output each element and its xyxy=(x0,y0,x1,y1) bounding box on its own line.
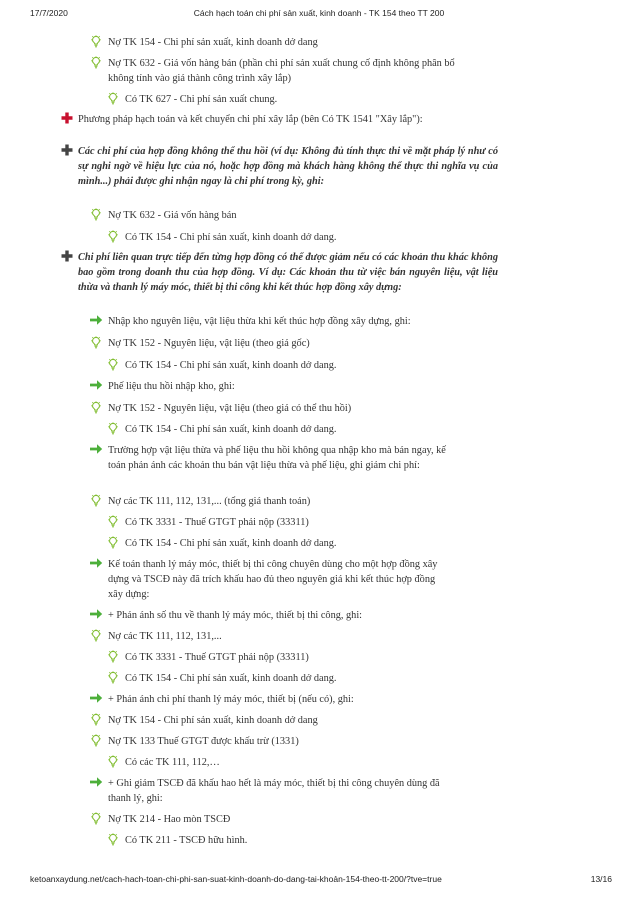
list-item xyxy=(125,92,485,107)
list-item-text: Nợ các TK 111, 112, 131,... xyxy=(108,631,222,642)
lightbulb-icon xyxy=(107,422,119,440)
list-item xyxy=(108,734,478,749)
arrow-right-icon xyxy=(89,379,103,396)
list-item-text: Có TK 154 - Chi phí sản xuất, kinh doanh dở dang. xyxy=(125,424,337,435)
arrow-right-icon xyxy=(89,557,103,574)
list-item xyxy=(125,536,485,551)
list-item xyxy=(108,776,448,806)
list-item xyxy=(108,557,448,602)
list-item-text: Nợ TK 152 - Nguyên liệu, vật liệu (theo giá có thể thu hồi) xyxy=(108,403,352,414)
list-item xyxy=(125,650,485,665)
page-url[interactable]: ketoanxaydung.net/cach-hach-toan-chi-phi-san-suat-kinh-doanh-do-dang-tai-khoản-154-theo-tt-200/?tve=true xyxy=(30,874,442,884)
list-item-text: Có TK 627 - Chi phí sản xuất chung. xyxy=(125,94,278,105)
lightbulb-icon xyxy=(90,35,102,53)
arrow-right-icon xyxy=(89,776,103,793)
list-item-text: Chi phí liên quan trực tiếp đến từng hợp đồng có thể được giảm nếu có các khoản thu khác không bao gồm trong doanh thu của hợp đồng. Ví dụ: Các khoản thu từ việc bán nguyên liệu, vật liệu thừa và thanh lý máy móc, thiết bị thi công khi kết thúc hợp đồng xây dựng: xyxy=(78,252,498,293)
list-item xyxy=(108,713,478,728)
lightbulb-icon xyxy=(90,812,102,830)
list-item-text: Có TK 154 - Chi phí sản xuất, kinh doanh dở dang. xyxy=(125,360,337,371)
list-item xyxy=(108,56,478,86)
list-item xyxy=(108,494,478,509)
list-item-text: Có TK 211 - TSCĐ hữu hình. xyxy=(125,835,248,846)
list-item xyxy=(78,250,498,295)
list-item xyxy=(108,208,478,223)
list-item-text: + Ghi giảm TSCĐ đã khấu hao hết là máy móc, thiết bị thi công chuyên dùng đã thanh lý, ghi: xyxy=(108,778,440,804)
lightbulb-icon xyxy=(107,92,119,110)
list-item xyxy=(125,515,485,530)
list-item-text: Nợ TK 152 - Nguyên liệu, vật liệu (theo giá gốc) xyxy=(108,338,310,349)
list-item xyxy=(108,35,478,50)
list-item xyxy=(78,144,498,189)
list-item-text: + Phản ánh số thu về thanh lý máy móc, thiết bị thi công, ghi: xyxy=(108,610,363,621)
lightbulb-icon xyxy=(107,671,119,689)
list-item-text: Phương pháp hạch toán và kết chuyển chi phí xây lắp (bên Có TK 1541 "Xây lắp"): xyxy=(78,114,423,125)
lightbulb-icon xyxy=(90,336,102,354)
lightbulb-icon xyxy=(107,536,119,554)
list-item-text: + Phản ánh chi phí thanh lý máy móc, thiết bị (nếu có), ghi: xyxy=(108,694,354,705)
list-item-text: Có TK 3331 - Thuế GTGT phải nộp (33311) xyxy=(125,517,309,528)
list-item-text: Có TK 154 - Chi phí sản xuất, kinh doanh dở dang. xyxy=(125,673,337,684)
list-item xyxy=(108,812,478,827)
plus-icon xyxy=(61,112,73,129)
lightbulb-icon xyxy=(90,629,102,647)
list-item xyxy=(108,379,478,394)
lightbulb-icon xyxy=(90,494,102,512)
lightbulb-icon xyxy=(107,650,119,668)
lightbulb-icon xyxy=(107,515,119,533)
list-item-text: Có TK 154 - Chi phí sản xuất, kinh doanh dở dang. xyxy=(125,538,337,549)
page-title: Cách hạch toán chi phí sản xuất, kinh doanh - TK 154 theo TT 200 xyxy=(193,8,445,18)
lightbulb-icon xyxy=(90,713,102,731)
list-item xyxy=(125,230,485,245)
list-item-text: Kế toán thanh lý máy móc, thiết bị thi công chuyên dùng cho một hợp đồng xây dựng và TSCĐ này đã trích khấu hao đủ theo nguyên giá khi kết thúc hợp đồng xây dựng: xyxy=(108,559,438,600)
list-item-text: Phế liệu thu hồi nhập kho, ghi: xyxy=(108,381,235,392)
list-item xyxy=(125,422,485,437)
list-item xyxy=(108,629,478,644)
list-item-text: Nợ TK 632 - Giá vốn hàng bán (phần chi phí sản xuất chung cố định không phân bổ không tính vào giá thành công trình xây lắp) xyxy=(108,58,455,84)
list-item-text: Nhập kho nguyên liệu, vật liệu thừa khi kết thúc hợp đồng xây dựng, ghi: xyxy=(108,316,411,327)
arrow-right-icon xyxy=(89,692,103,709)
list-item-text: Các chi phí của hợp đồng không thể thu hồi (ví dụ: Không đủ tính thực thi về mặt pháp lý như có sự nghi ngờ về hiệu lực của nó, hoặc hợp đồng mà khách hàng không thể thực thi nghĩa vụ của mình...) phải được ghi nhận ngay là chi phí trong kỳ, ghi: xyxy=(78,146,498,187)
lightbulb-icon xyxy=(107,833,119,851)
list-item-text: Có các TK 111, 112,… xyxy=(125,757,220,768)
print-date: 17/7/2020 xyxy=(30,8,68,18)
list-item xyxy=(108,401,478,416)
list-item-text: Nợ TK 133 Thuế GTGT được khấu trừ (1331) xyxy=(108,736,299,747)
lightbulb-icon xyxy=(90,208,102,226)
lightbulb-icon xyxy=(107,755,119,773)
list-item-text: Nợ TK 154 - Chi phí sản xuất, kinh doanh dở dang xyxy=(108,715,318,726)
lightbulb-icon xyxy=(90,56,102,74)
lightbulb-icon xyxy=(90,401,102,419)
list-item-text: Nợ TK 632 - Giá vốn hàng bán xyxy=(108,210,237,221)
list-item-text: Nợ TK 154 - Chi phí sản xuất, kinh doanh dở dang xyxy=(108,37,318,48)
list-item-text: Nợ các TK 111, 112, 131,... (tổng giá thanh toán) xyxy=(108,496,311,507)
plus-icon xyxy=(61,144,73,161)
list-item xyxy=(125,755,485,770)
list-item xyxy=(125,833,485,848)
list-item xyxy=(108,314,488,329)
list-item xyxy=(125,358,485,373)
list-item xyxy=(125,671,485,686)
list-item-text: Có TK 154 - Chi phí sản xuất, kinh doanh dở dang. xyxy=(125,232,337,243)
list-item xyxy=(78,112,498,127)
arrow-right-icon xyxy=(89,608,103,625)
list-item xyxy=(108,443,448,473)
list-item-text: Trường hợp vật liệu thừa và phế liệu thu hồi không qua nhập kho mà bán ngay, kế toán phản ánh các khoản thu bán vật liệu thừa và phế liệu, ghi giảm chi phí: xyxy=(108,445,446,471)
lightbulb-icon xyxy=(107,358,119,376)
arrow-right-icon xyxy=(89,314,103,331)
list-item-text: Có TK 3331 - Thuế GTGT phải nộp (33311) xyxy=(125,652,309,663)
lightbulb-icon xyxy=(90,734,102,752)
page-number: 13/16 xyxy=(590,874,612,884)
plus-icon xyxy=(61,250,73,267)
list-item-text: Nợ TK 214 - Hao mòn TSCĐ xyxy=(108,814,231,825)
list-item xyxy=(108,336,478,351)
list-item xyxy=(108,692,478,707)
arrow-right-icon xyxy=(89,443,103,460)
lightbulb-icon xyxy=(107,230,119,248)
list-item xyxy=(108,608,478,623)
